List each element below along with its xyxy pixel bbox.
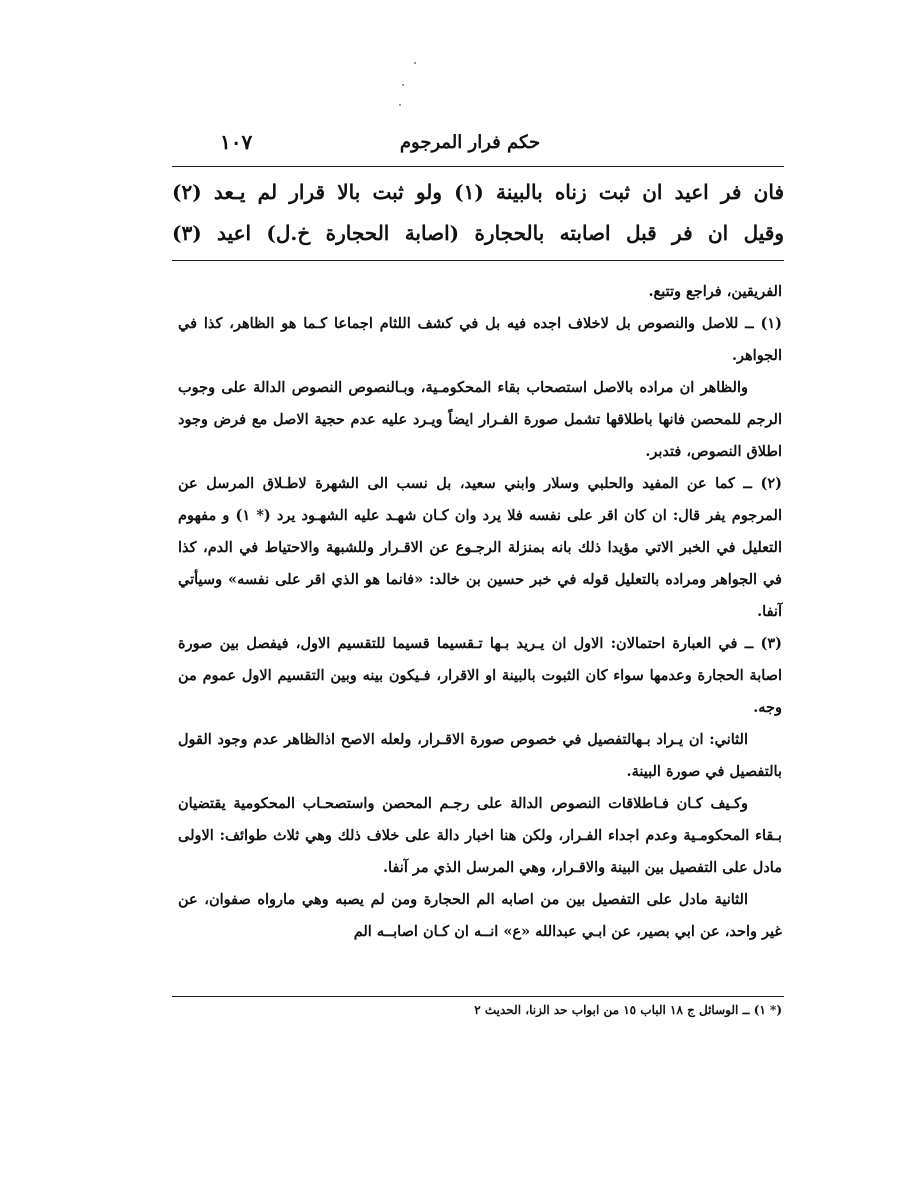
commentary-paragraph: الفريقين، فراجع وتتبع.	[648, 283, 782, 300]
main-text-divider	[172, 260, 784, 261]
commentary-paragraph: الثاني: ان يـراد بـهالتفصيل في خصوص صورة الاقـرار، ولعله الاصح اذالظاهر عدم وجود القول بالتفصيل في صورة البينة.	[178, 731, 782, 780]
page-number: ١٠٧	[220, 130, 253, 154]
header-divider	[172, 166, 784, 167]
footnote: (* ١) ــ الوسائل ج ١٨ الباب ١٥ من ابواب حد الزنا، الحديث ٢	[474, 1003, 782, 1017]
main-text-line: فان فر اعيد ان ثبت زناه بالبينة (١) ولو ثبت بالا قرار لم يـعد (٢)	[172, 180, 785, 204]
scan-speck	[399, 104, 401, 106]
footnote-divider	[172, 996, 784, 997]
commentary-paragraph: وكـيف كـان فـاطلاقات النصوص الدالة على رجـم المحصن واستصحـاب المحكومية يقتضيان بـقاء المحكومـية وعدم اجداء الفـرار، ولكن هنا اخبار دالة على خلاف ذلك وهي ثلاث طوائف: الاولى مادل على التفصيل بين البينة والاقـرار، وهي المرسل الذي مر آنفا.	[178, 795, 782, 876]
commentary-paragraph: (٢) ــ كما عن المفيد والحلبي وسلار وابني سعيد، بل نسب الى الشهرة لاطـلاق المرسل عن المرجوم يفر قال: ان كان اقر على نفسه فلا يرد وان كـان شهـد عليه الشهـود يرد (* ١) و مفهوم التعليل في الخبر الاتي مؤيدا ذلك بانه بمنزلة الرجـوع عن الاقـرار وللشبهة والاحتياط في الدم، كذا في الجواهر ومراده بالتعليل قوله في خبر حسين بن خالد: «فانما هو الذي اقر على نفسه» وسيأتي آنفا.	[178, 475, 782, 620]
commentary-paragraph: (١) ــ للاصل والنصوص بل لاخلاف اجده فيه بل في كشف اللثام اجماعا كـما هو الظاهر، كذا في الجواهر.	[178, 315, 782, 364]
scan-speck	[402, 84, 404, 86]
commentary-paragraph: والظاهر ان مراده بالاصل استصحاب بقاء المحكومـية، وبـالنصوص النصوص الدالة على وجوب الرجم للمحصن فانها باطلاقها تشمل صورة الفـرار ايضاً ويـرد عليه عدم حجية الاصل مع فرض وجود اطلاق النصوص، فتدبر.	[178, 379, 782, 460]
page-title: حكم فرار المرجوم	[399, 132, 541, 153]
main-text	[172, 172, 784, 254]
page-header	[180, 132, 780, 164]
commentary-paragraph: الثانية مادل على التفصيل بين من اصابه الم الحجارة ومن لم يصبه وهي مارواه صفوان، عن غير واحد، عن ابي بصير، عن ابـي عبدالله «ع» انــه ان كـان اصابــه الم	[178, 891, 782, 940]
scan-speck	[414, 62, 416, 64]
commentary-paragraph: (٣) ــ في العبارة احتمالان: الاول ان يـريد بـها تـقسيما قسيما للتقسيم الاول، فيفصل بين صورة اصابة الحجارة وعدمها سواء كان الثبوت بالبينة او الاقرار، فـيكون بينه وبين التقسيم الاول عموم من وجه.	[178, 635, 782, 716]
main-text-line: وقيل ان فر قبل اصابته بالحجارة (اصابة الحجارة خ.ل) اعيد (٣)	[172, 221, 784, 245]
commentary	[178, 276, 782, 948]
